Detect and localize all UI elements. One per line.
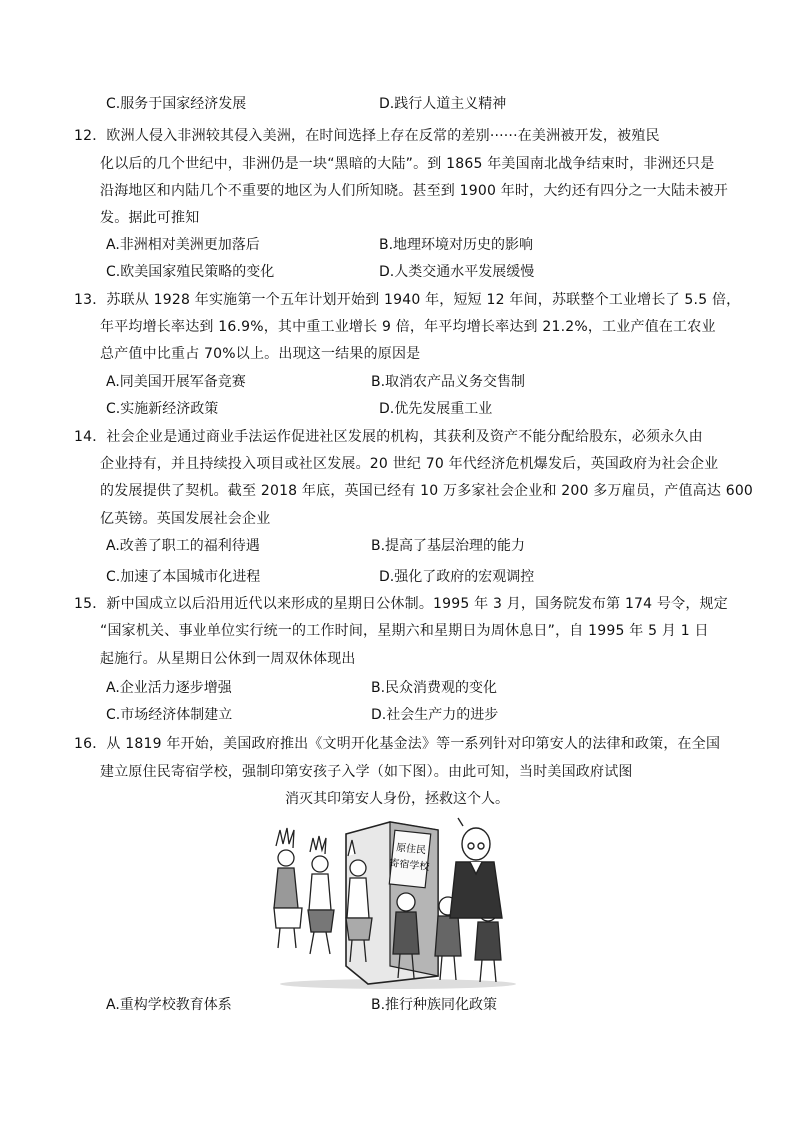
q12-stem-line-1: 12．欧洲人侵入非洲较其侵入美洲，在时间选择上存在反常的差别······在美洲被开发，被殖民 <box>74 128 660 144</box>
q15-stem-line-1: 15．新中国成立以后沿用近代以来形成的星期日公休制。1995 年 3 月，国务院发布第 174 号令，规定 <box>74 596 728 612</box>
q13-stem-line-2: 年平均增长率达到 16.9%，其中重工业增长 9 倍，年平均增长率达到 21.2%，工业产值在工农业 <box>100 319 716 335</box>
q12-stem-line-4: 发。据此可推知 <box>100 210 200 226</box>
q12-stem-line-3: 沿海地区和内陆几个不重要的地区为人们所知晓。甚至到 1900 年时，大约还有四分之一大陆未被开 <box>100 183 728 199</box>
native-child-2 <box>308 836 334 954</box>
q13-stem-line-1: 13．苏联从 1928 年实施第一个五年计划开始到 1940 年，短短 12 年间，苏联整个工业增长了 5.5 倍， <box>74 292 741 308</box>
boarding-school-cartoon <box>268 816 518 992</box>
q12-option-a: A.非洲相对美洲更加落后 <box>106 237 260 253</box>
adult-official <box>450 818 502 918</box>
door-sign-line-2: 寄宿学校 <box>388 857 430 874</box>
q16-stem-line-1: 16．从 1819 年开始，美国政府推出《文明开化基金法》等一系列针对印第安人的法律和政策，在全国 <box>74 736 721 752</box>
q12-option-b: B.地理环境对历史的影响 <box>379 237 534 253</box>
q11-option-d: D.践行人道主义精神 <box>379 96 507 112</box>
q12-option-d: D.人类交通水平发展缓慢 <box>379 264 535 280</box>
q16-option-b: B.推行种族同化政策 <box>371 997 498 1013</box>
q14-option-d: D.强化了政府的宏观调控 <box>379 569 535 585</box>
q15-stem-line-3: 起施行。从星期日公休到一周双休体现出 <box>100 651 356 667</box>
q11-option-c: C.服务于国家经济发展 <box>106 96 247 112</box>
q14-stem-line-3: 的发展提供了契机。截至 2018 年底，英国已经有 10 万多家社会企业和 200 多万雇员，产值高达 600 <box>100 483 754 499</box>
q15-stem-line-2: “国家机关、事业单位实行统一的工作时间，星期六和星期日为周休息日”，自 1995 年 5 月 1 日 <box>100 623 709 639</box>
q16-option-a: A.重构学校教育体系 <box>106 997 232 1013</box>
q13-option-a: A.同美国开展军备竞赛 <box>106 374 246 390</box>
q15-option-a: A.企业活力逐步增强 <box>106 680 232 696</box>
q16-stem-line-2: 建立原住民寄宿学校，强制印第安孩子入学（如下图）。由此可知，当时美国政府试图 <box>100 764 633 780</box>
cartoon-caption: 消灭其印第安人身份，拯救这个人。 <box>285 791 509 807</box>
q12-stem-line-2: 化以后的几个世纪中，非洲仍是一块“黑暗的大陆”。到 1865 年美国南北战争结束时，非洲还只是 <box>100 156 715 172</box>
q14-option-a: A.改善了职工的福利待遇 <box>106 538 260 554</box>
q13-stem-line-3: 总产值中比重占 70%以上。出现这一结果的原因是 <box>100 346 421 362</box>
q13-option-c: C.实施新经济政策 <box>106 401 219 417</box>
native-child-1 <box>274 828 302 948</box>
q14-option-b: B.提高了基层治理的能力 <box>371 538 526 554</box>
door-sign-line-1: 原住民 <box>395 842 427 857</box>
q13-option-d: D.优先发展重工业 <box>379 401 493 417</box>
q14-stem-line-4: 亿英镑。英国发展社会企业 <box>100 511 271 527</box>
q14-option-c: C.加速了本国城市化进程 <box>106 569 261 585</box>
q15-option-c: C.市场经济体制建立 <box>106 707 233 723</box>
q14-stem-line-1: 14．社会企业是通过商业手法运作促进社区发展的机构，其获利及资产不能分配给股东，必须永久由 <box>74 429 703 445</box>
q12-option-c: C.欧美国家殖民策略的变化 <box>106 264 275 280</box>
q15-option-b: B.民众消费观的变化 <box>371 680 498 696</box>
q14-stem-line-2: 企业持有，并且持续投入项目或社区发展。20 世纪 70 年代经济危机爆发后，英国政府为社会企业 <box>100 456 719 472</box>
q13-option-b: B.取消农产品义务交售制 <box>371 374 526 390</box>
q15-option-d: D.社会生产力的进步 <box>371 707 499 723</box>
